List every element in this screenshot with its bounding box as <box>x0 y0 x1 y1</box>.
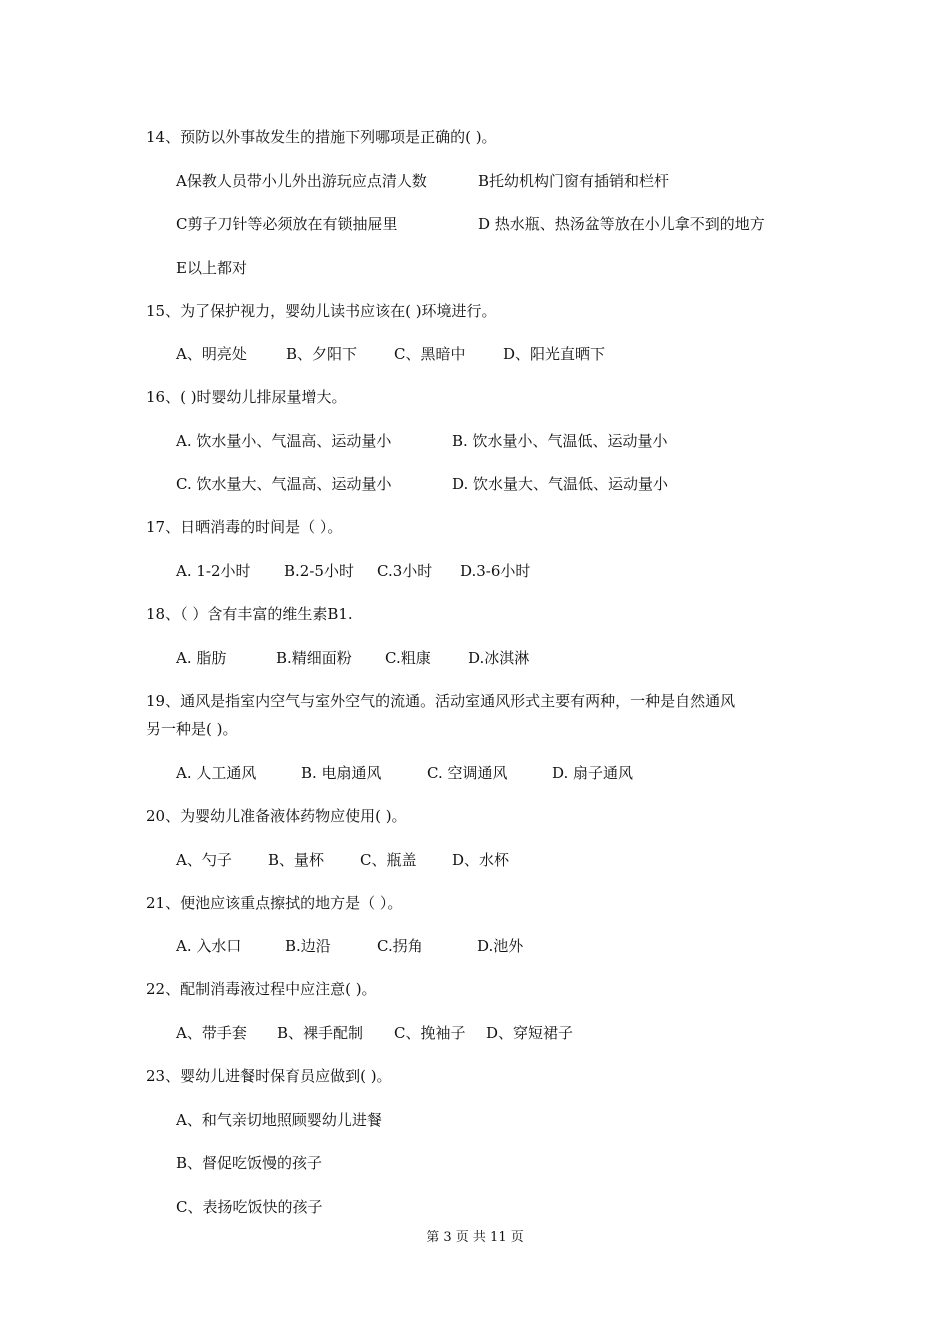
question-19-stem-line-2: 另一种是( )。 <box>146 720 238 738</box>
question-22-option-d: D、穿短裙子 <box>486 1024 574 1042</box>
question-18-option-c: C.粗康 <box>385 649 431 667</box>
question-16-option-d: D. 饮水量大、气温低、运动量小 <box>452 475 669 493</box>
question-15-option-d: D、阳光直晒下 <box>503 345 606 363</box>
question-14-option-e: E以上都对 <box>176 259 247 277</box>
question-23-option-a: A、和气亲切地照顾婴幼儿进餐 <box>176 1111 382 1129</box>
question-15-option-b: B、夕阳下 <box>286 345 358 363</box>
question-22-option-c: C、挽袖子 <box>394 1024 466 1042</box>
question-16-option-c: C. 饮水量大、气温高、运动量小 <box>176 475 392 493</box>
question-14-option-b: B托幼机构门窗有插销和栏杆 <box>478 172 670 190</box>
question-23-stem: 23、婴幼儿进餐时保育员应做到( )。 <box>146 1067 392 1085</box>
question-19-option-a: A. 人工通风 <box>176 764 257 782</box>
question-17-option-d: D.3-6小时 <box>460 562 531 580</box>
question-15-stem: 15、为了保护视力，婴幼儿读书应该在( )环境进行。 <box>146 302 497 320</box>
question-19-option-c: C. 空调通风 <box>427 764 508 782</box>
question-17-option-b: B.2-5小时 <box>284 562 354 580</box>
question-14-option-d: D 热水瓶、热汤盆等放在小儿拿不到的地方 <box>478 215 765 233</box>
question-21-stem: 21、便池应该重点擦拭的地方是（ ）。 <box>146 894 403 912</box>
question-14-option-a: A保教人员带小儿外出游玩应点清人数 <box>176 172 427 190</box>
question-23-option-b: B、督促吃饭慢的孩子 <box>176 1154 323 1172</box>
question-17-option-c: C.3小时 <box>377 562 433 580</box>
question-16-option-a: A. 饮水量小、气温高、运动量小 <box>176 432 392 450</box>
question-19-option-d: D. 扇子通风 <box>552 764 634 782</box>
question-18-stem: 18、（ ）含有丰富的维生素B1. <box>146 605 353 623</box>
question-17-option-a: A. 1-2小时 <box>176 562 251 580</box>
question-23-option-c: C、表扬吃饭快的孩子 <box>176 1198 323 1216</box>
question-21-option-c: C.拐角 <box>377 937 423 955</box>
question-22-stem: 22、配制消毒液过程中应注意( )。 <box>146 980 377 998</box>
question-18-option-a: A. 脂肪 <box>176 649 227 667</box>
question-18-option-b: B.精细面粉 <box>276 649 352 667</box>
question-15-option-a: A、明亮处 <box>176 345 247 363</box>
question-19-stem-line-1: 19、通风是指室内空气与室外空气的流通。活动室通风形式主要有两种，一种是自然通风 <box>146 692 736 710</box>
question-21-option-b: B.边沿 <box>285 937 331 955</box>
question-22-option-a: A、带手套 <box>176 1024 247 1042</box>
question-20-option-c: C、瓶盖 <box>360 851 417 869</box>
question-16-option-b: B. 饮水量小、气温低、运动量小 <box>452 432 668 450</box>
question-18-option-d: D.冰淇淋 <box>468 649 530 667</box>
question-16-stem: 16、( )时婴幼儿排尿量增大。 <box>146 388 347 406</box>
question-20-option-b: B、量杯 <box>268 851 325 869</box>
question-20-stem: 20、为婴幼儿准备液体药物应使用( )。 <box>146 807 407 825</box>
question-22-option-b: B、裸手配制 <box>277 1024 364 1042</box>
question-17-stem: 17、日晒消毒的时间是（ ）。 <box>146 518 343 536</box>
question-20-option-d: D、水杯 <box>452 851 510 869</box>
question-14-stem: 14、预防以外事故发生的措施下列哪项是正确的( )。 <box>146 128 497 146</box>
page-number-footer: 第 3 页 共 11 页 <box>426 1230 524 1245</box>
question-20-option-a: A、勺子 <box>176 851 232 869</box>
question-15-option-c: C、黑暗中 <box>394 345 466 363</box>
question-19-option-b: B. 电扇通风 <box>301 764 382 782</box>
question-21-option-a: A. 入水口 <box>176 937 242 955</box>
question-14-option-c: C剪子刀针等必须放在有锁抽屉里 <box>176 215 398 233</box>
question-21-option-d: D.池外 <box>477 937 524 955</box>
